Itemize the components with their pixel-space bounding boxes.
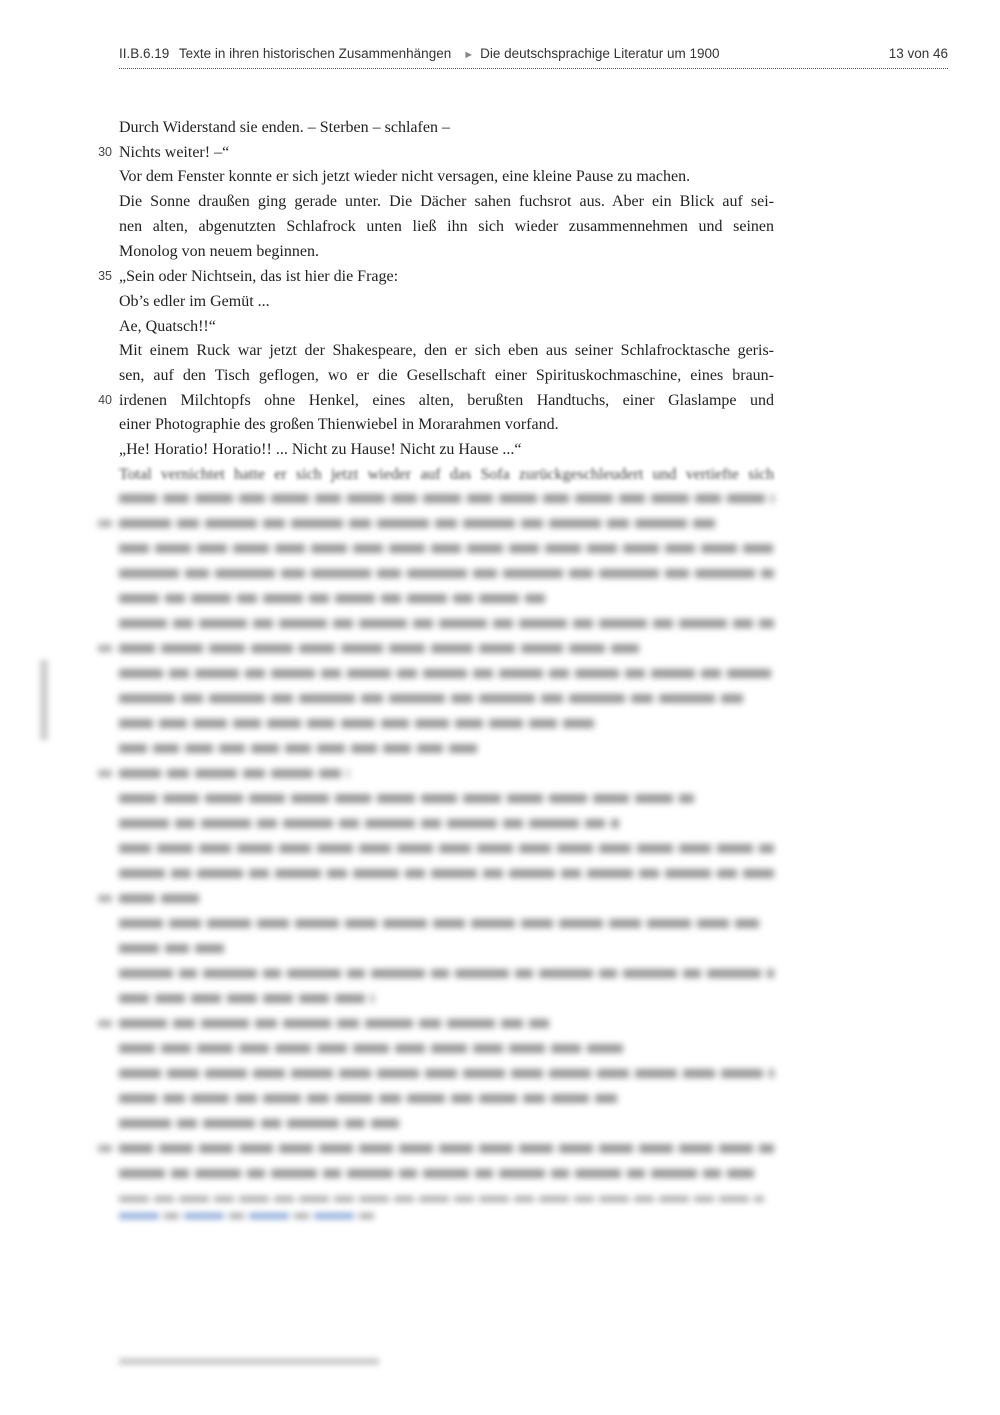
page-number: 13 von 46 — [888, 46, 948, 61]
blurred-line — [119, 719, 594, 728]
text-line: Nichts weiter! –“ — [119, 144, 230, 161]
blurred-line — [119, 544, 774, 553]
blurred-line — [119, 1144, 774, 1153]
blurred-line — [119, 619, 774, 628]
text-line: nen alten, abgenutzten Schlafrock unten ließ ihn sich wieder zusammennehmen und seinen — [119, 218, 774, 235]
blurred-line — [119, 1019, 549, 1028]
text-line: einer Photographie des großen Thienwiebel in Morarahmen vorfand. — [119, 416, 559, 433]
header-arrow-icon: ► — [463, 49, 475, 61]
text-line: Vor dem Fenster konnte er sich jetzt wieder nicht versagen, eine kleine Pause zu machen. — [119, 168, 691, 185]
blurred-line — [119, 969, 774, 978]
header-code: II.B.6.19 — [119, 46, 170, 61]
blurred-line — [119, 769, 349, 778]
line-number: 35 — [98, 269, 112, 283]
blurred-line — [119, 744, 479, 753]
blurred-line — [119, 894, 199, 903]
blurred-footer — [119, 1358, 379, 1365]
blurred-line — [119, 1044, 624, 1053]
blurred-line-number — [98, 770, 112, 777]
blurred-line — [119, 594, 549, 603]
blurred-source-line — [119, 1196, 764, 1202]
blurred-line — [119, 1094, 619, 1103]
blurred-line-number — [98, 1145, 112, 1152]
text-line: Mit einem Ruck war jetzt der Shakespeare, den er sich eben aus seiner Schlafrocktasche geris- — [119, 342, 774, 359]
header-section: Texte in ihren historischen Zusammenhängen — [178, 46, 452, 61]
text-line: Ae, Quatsch!!“ — [119, 318, 216, 335]
header-topic: Die deutschsprachige Literatur um 1900 — [480, 46, 720, 61]
blurred-line — [119, 519, 719, 528]
blurred-source-line — [119, 1213, 379, 1219]
text-line: „He! Horatio! Horatio!! ... Nicht zu Hause! Nicht zu Hause ...“ — [119, 441, 522, 458]
text-line: sen, auf den Tisch geflogen, wo er die Gesellschaft einer Spirituskochmaschine, eines braun- — [119, 367, 774, 384]
blurred-line — [119, 944, 224, 953]
text-line: Durch Widerstand sie enden. – Sterben – schlafen – — [119, 119, 450, 136]
blurred-text-region — [0, 460, 1000, 1415]
blurred-line — [119, 919, 759, 928]
blurred-line — [119, 869, 774, 878]
blurred-line — [119, 1069, 774, 1078]
text-line: Total vernichtet hatte er sich jetzt wieder auf das Sofa zurückgeschleudert und vertiefte sich — [119, 466, 774, 483]
blurred-line — [119, 794, 694, 803]
blurred-line — [119, 819, 619, 828]
blurred-line — [119, 994, 374, 1003]
text-line: irdenen Milchtopfs ohne Henkel, eines alten, berußten Handtuchs, einer Glaslampe und — [119, 392, 774, 409]
text-line: „Sein oder Nichtsein, das ist hier die Frage: — [119, 268, 399, 285]
blurred-line-number — [98, 520, 112, 527]
blurred-line-number — [98, 895, 112, 902]
blurred-line — [119, 569, 774, 578]
blurred-side-note — [40, 660, 48, 740]
page-header — [119, 44, 948, 69]
header-breadcrumb — [119, 46, 726, 61]
text-line: Ob’s edler im Gemüt ... — [119, 293, 270, 310]
blurred-line-number — [98, 1020, 112, 1027]
blurred-line — [119, 844, 774, 853]
blurred-line — [119, 694, 744, 703]
blurred-line — [119, 644, 639, 653]
blurred-line — [119, 1169, 754, 1178]
line-number: 30 — [98, 145, 112, 159]
blurred-line-number — [98, 645, 112, 652]
text-line: Monolog von neuem beginnen. — [119, 243, 319, 260]
blurred-line — [119, 494, 774, 503]
blurred-line — [119, 669, 774, 678]
blurred-line — [119, 1119, 399, 1128]
text-line: Die Sonne draußen ging gerade unter. Die Dächer sahen fuchsrot aus. Aber ein Blick auf sei- — [119, 193, 774, 210]
line-number: 40 — [98, 393, 112, 407]
